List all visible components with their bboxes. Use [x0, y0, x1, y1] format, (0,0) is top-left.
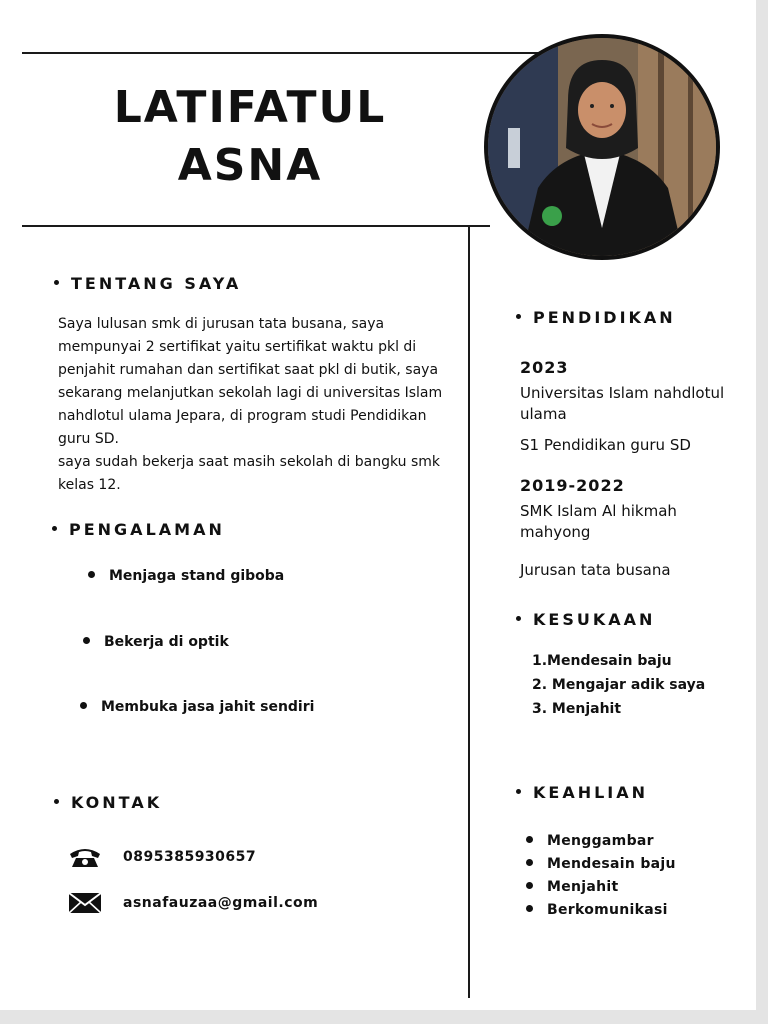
envelope-icon [68, 892, 102, 918]
column-divider [468, 226, 470, 998]
contact-title-text: KONTAK [71, 793, 163, 812]
list-item [526, 830, 676, 853]
header-bottom-rule [22, 225, 490, 227]
contact-email: asnafauzaa@gmail.com [123, 895, 319, 911]
education-year: 2023 [520, 358, 569, 377]
experience-item [83, 634, 229, 650]
about-title-text: TENTANG SAYA [71, 274, 242, 293]
education-school: SMK Islam Al hikmah mahyong [520, 502, 677, 541]
bullet-icon [54, 280, 59, 285]
bullet-icon [526, 836, 533, 843]
education-school: Universitas Islam nahdlotul ulama [520, 384, 725, 423]
section-title-hobbies [516, 610, 655, 629]
experience-item-label: Bekerja di optik [104, 634, 229, 650]
list-item: 3. Menjahit [532, 701, 622, 717]
bullet-icon [52, 526, 57, 531]
experience-item [88, 568, 284, 584]
about-text [58, 313, 458, 497]
section-title-experience [52, 520, 225, 539]
section-title-education [516, 308, 676, 327]
experience-item-label: Membuka jasa jahit sendiri [101, 699, 315, 715]
bullet-icon [83, 637, 90, 644]
hobbies-title-text: KESUKAAN [533, 610, 656, 629]
section-title-about [54, 274, 241, 293]
list-item [526, 876, 676, 899]
bullet-icon [516, 789, 521, 794]
education-entry [520, 475, 746, 543]
experience-title-text: PENGALAMAN [69, 520, 225, 539]
bullet-icon [54, 799, 59, 804]
contact-phone: 0895385930657 [123, 849, 257, 865]
about-paragraph-1: Saya lulusan smk di jurusan tata busana, saya mempunyai 2 sertifikat yaitu sertifikat waktu pkl di penjahit rumahan dan sertifikat saat pkl di butik, saya sekarang melanjutkan sekolah lagi di universitas Islam nahdlotul ulama Jepara, di program studi Pendidikan guru SD. [58, 316, 443, 447]
skill-label: Menggambar [547, 833, 654, 849]
profile-photo-illustration [488, 38, 716, 256]
skill-label: Berkomunikasi [547, 902, 668, 918]
bullet-icon [80, 702, 87, 709]
bullet-icon [516, 314, 521, 319]
education-title-text: PENDIDIKAN [533, 308, 676, 327]
skills-list [526, 830, 676, 922]
name-last: ASNA [177, 140, 323, 191]
profile-photo [484, 34, 720, 260]
experience-item-label: Menjaga stand giboba [109, 568, 285, 584]
list-item [526, 853, 676, 876]
header-top-rule [22, 52, 542, 54]
list-item: 1.Mendesain baju [532, 653, 672, 669]
bullet-icon [526, 859, 533, 866]
section-title-skills [516, 783, 648, 802]
telephone-icon [68, 846, 102, 872]
skill-label: Menjahit [547, 879, 619, 895]
skill-label: Mendesain baju [547, 856, 676, 872]
skills-title-text: KEAHLIAN [533, 783, 649, 802]
experience-item [80, 699, 314, 715]
education-program: Jurusan tata busana [520, 561, 671, 579]
section-title-contact [54, 793, 162, 812]
about-paragraph-2: saya sudah bekerja saat masih sekolah di bangku smk kelas 12. [58, 454, 441, 493]
bullet-icon [516, 616, 521, 621]
education-program: S1 Pendidikan guru SD [520, 436, 691, 454]
bullet-icon [526, 905, 533, 912]
bullet-icon [526, 882, 533, 889]
list-item [526, 899, 676, 922]
hobbies-list [532, 649, 705, 721]
education-year: 2019-2022 [520, 476, 625, 495]
list-item: 2. Mengajar adik saya [532, 677, 706, 693]
education-entry [520, 357, 746, 425]
bullet-icon [88, 571, 95, 578]
name-first: LATIFATUL [113, 82, 387, 133]
